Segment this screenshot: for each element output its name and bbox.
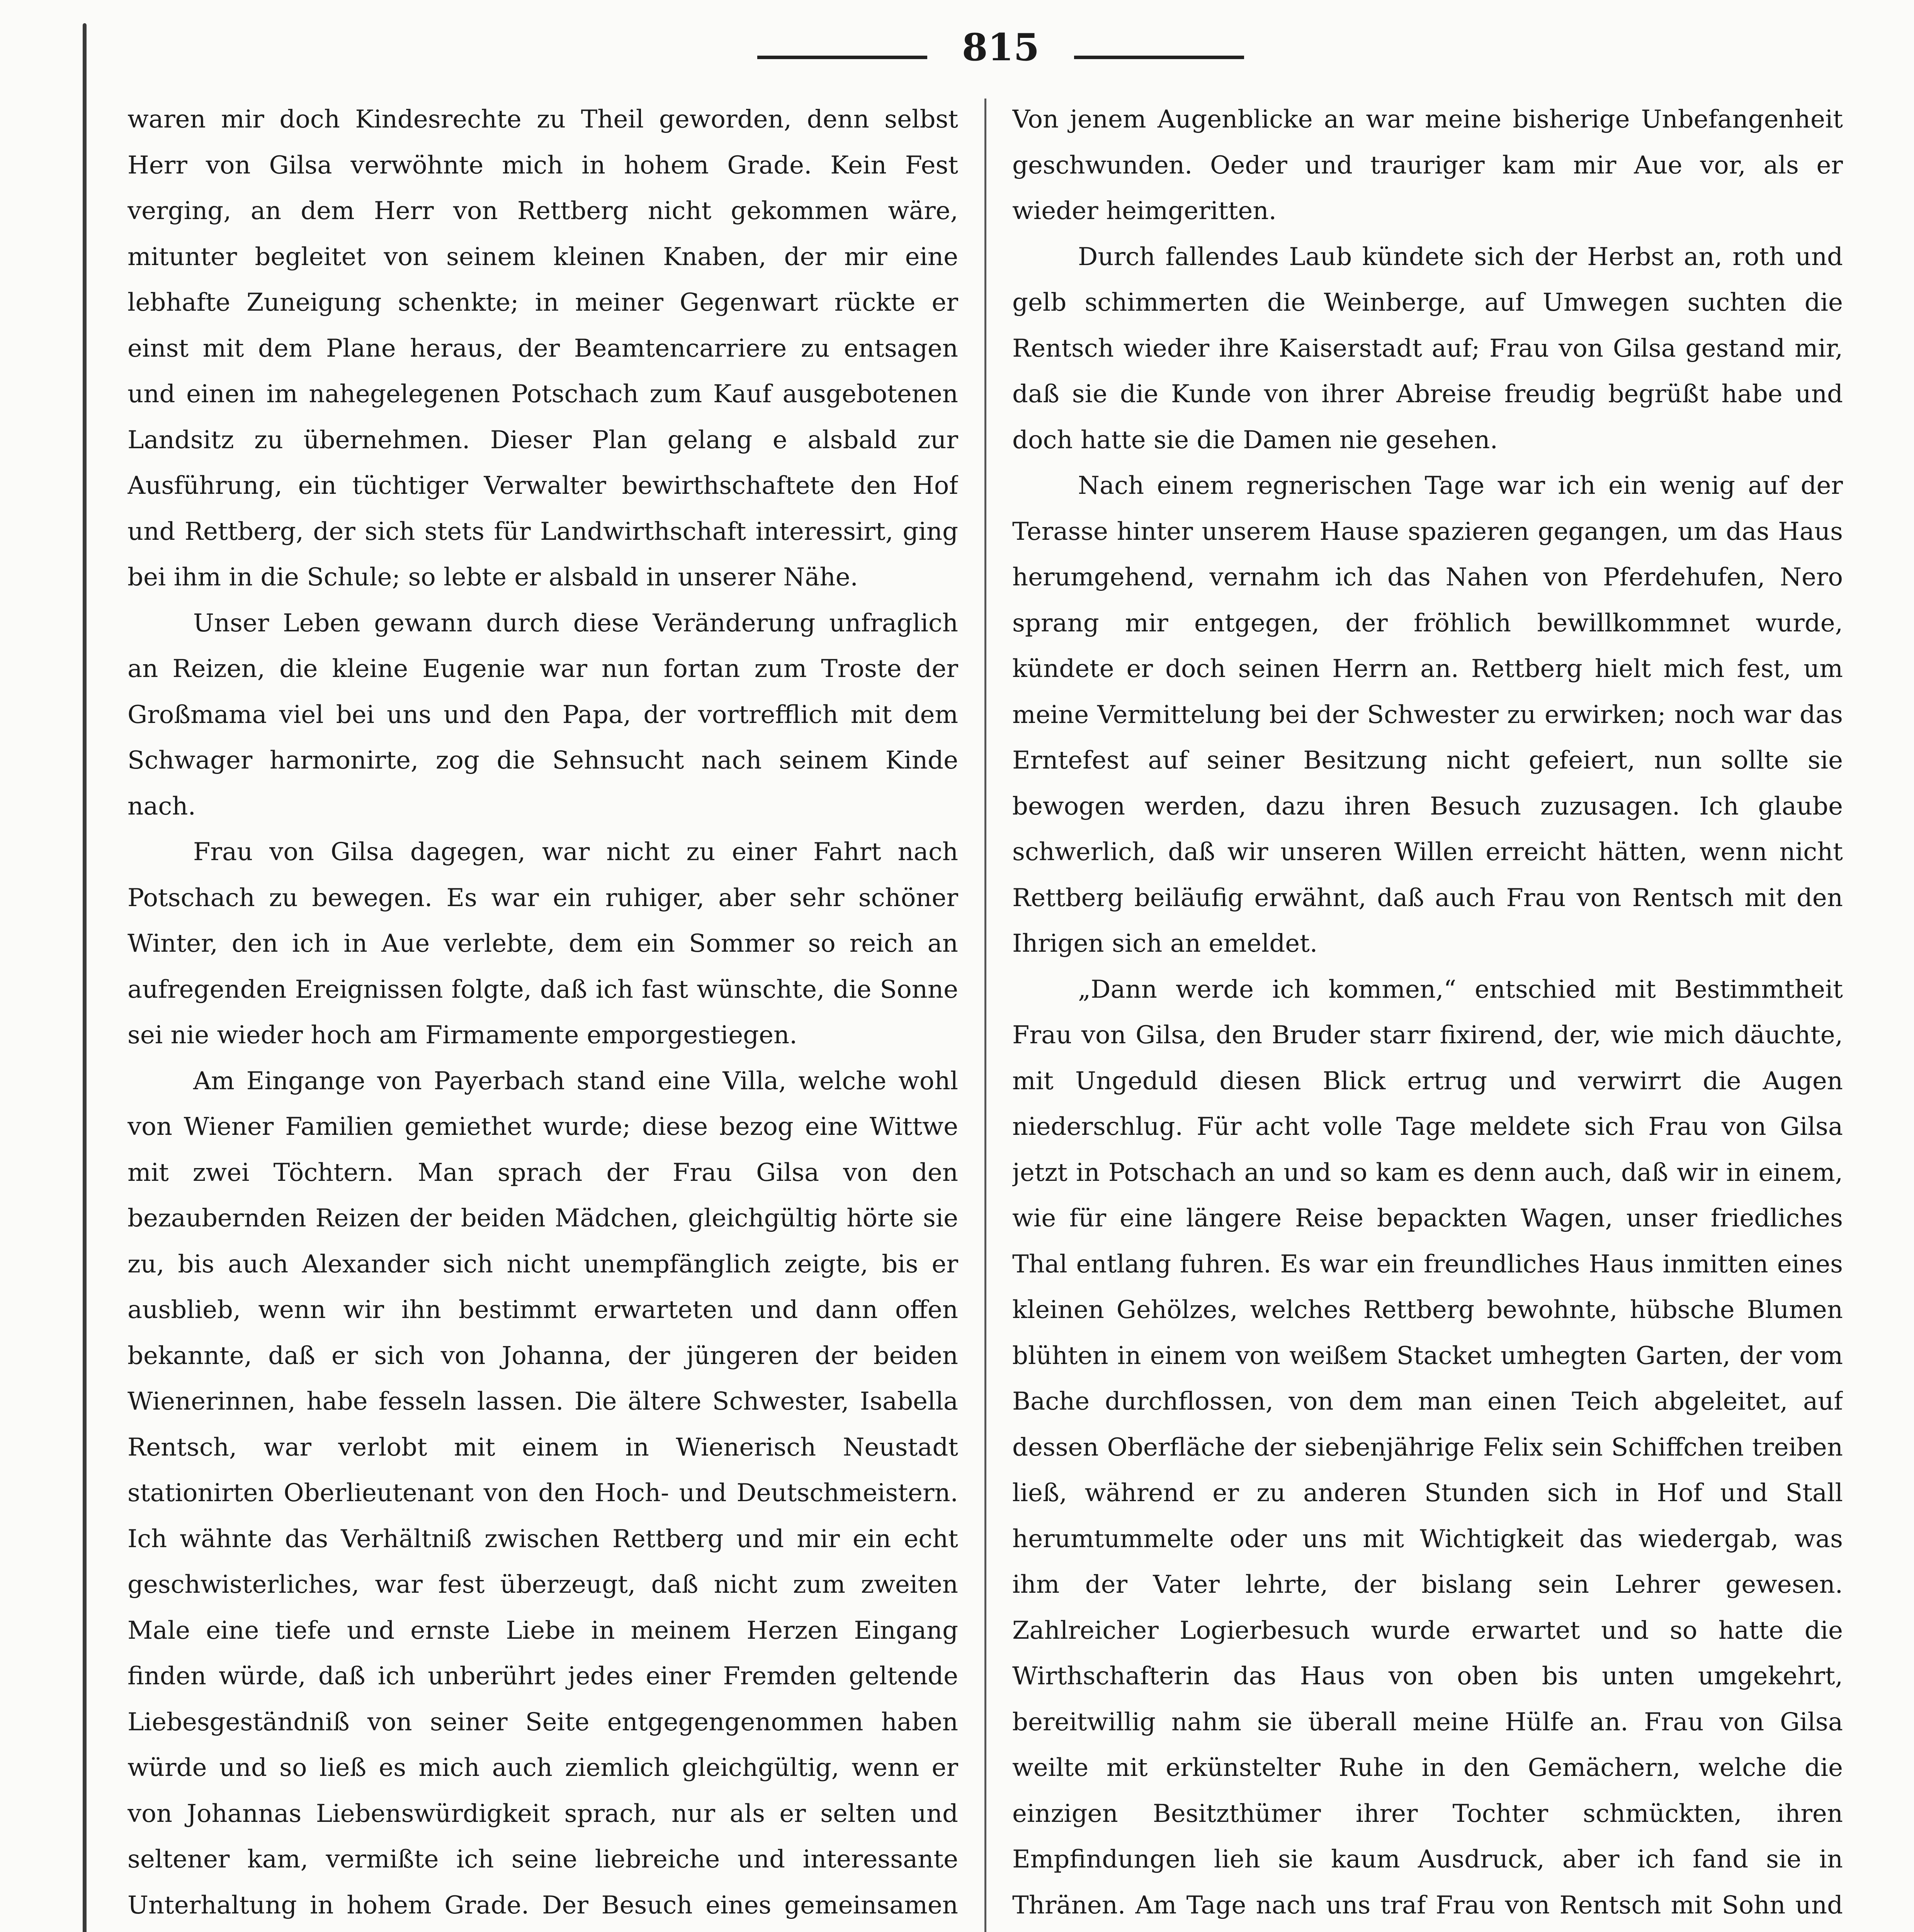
left-margin-rule <box>83 23 87 1932</box>
paragraph: Am Eingange von Payerbach stand eine Villa, welche wohl von Wiener Familien gemiethet wurde; diese bezog eine Wittwe mit zwei Töchtern. Man sprach der Frau Gilsa von den bezaubernden Reizen der beiden Mädchen, gleichgültig hörte sie zu, bis auch Alexander sich nicht unempfänglich zeigte, bis er ausblieb, wenn wir ihn bestimmt erwarteten und dann offen bekannte, daß er sich von Johanna, der jüngeren der beiden Wienerinnen, habe fesseln lassen. Die ältere Schwester, Isabella Rentsch, war verlobt mit einem in Wienerisch Neustadt stationirten Oberlieutenant von den Hoch- und Deutschmeistern. Ich wähnte das Verhältniß zwischen Rettberg und mir ein echt geschwisterliches, war fest überzeugt, daß nicht zum zweiten Male eine tiefe und ernste Liebe in meinem Herzen Eingang finden würde, daß ich unberührt jedes einer Fremden geltende Liebesgeständniß von seiner Seite entgegengenommen haben würde und so ließ es mich auch ziemlich gleichgültig, wenn er von Johannas Liebenswürdigkeit sprach, nur als er selten und seltener kam, vermißte ich seine liebreiche und interessante Unterhaltung in hohem Grade. Der Besuch eines gemeinsamen <box>127 1066 958 1920</box>
column-divider <box>984 99 986 1932</box>
page-number: 815 <box>962 26 1040 69</box>
paragraph: waren mir doch Kindesrechte zu Theil geworden, denn selbst Herr von Gilsa verwöhnte mich in hohem Grade. Kein Fest verging, an dem Herr von Rettberg nicht gekommen wäre, mitunter begleitet von seinem kleinen Knaben, der mir eine lebhafte Zuneigung schenkte; in meiner Gegenwart rückte er einst mit dem Plane heraus, der Beamtencarriere zu entsagen und einen im nahegelegenen Potschach zum Kauf ausgebotenen Landsitz zu übernehmen. Dieser Plan gelang e alsbald zur Ausführung, ein tüchtiger Verwalter bewirthschaftete den Hof und Rettberg, der sich stets für Landwirthschaft interessirt, ging bei ihm in die Schule; so lebte er alsbald in unserer Nähe. <box>127 105 958 592</box>
paragraph: Von jenem Augenblicke an war meine bisherige Unbefangenheit geschwunden. Oeder und trauriger kam mir Aue vor, als er wieder heimgeritten. <box>1012 105 1843 225</box>
right-column <box>1012 97 1843 1932</box>
paragraph: Nach einem regnerischen Tage war ich ein wenig auf der Terasse hinter unserem Hause spazieren gegangen, um das Haus herumgehend, vernahm ich das Nahen von Pferdehufen, Nero sprang mir entgegen, der fröhlich bewillkommnet wurde, kündete er doch seinen Herrn an. Rettberg hielt mich fest, um meine Vermittelung bei der Schwester zu erwirken; noch war das Erntefest auf seiner Besitzung nicht gefeiert, nun sollte sie bewogen werden, dazu ihren Besuch zuzusagen. Ich glaube schwerlich, daß wir unseren Willen erreicht hätten, wenn nicht Rettberg beiläufig erwähnt, daß auch Frau von Rentsch mit den Ihrigen sich an emeldet. <box>1012 471 1843 958</box>
page-header <box>0 19 1914 77</box>
paragraph: Frau von Gilsa dagegen, war nicht zu einer Fahrt nach Potschach zu bewegen. Es war ein ruhiger, aber sehr schöner Winter, den ich in Aue verlebte, dem ein Sommer so reich an aufregenden Ereignissen folgte, daß ich fast wünschte, die Sonne sei nie wieder hoch am Firmamente emporgestiegen. <box>127 838 958 1049</box>
paragraph: Durch fallendes Laub kündete sich der Herbst an, roth und gelb schimmerten die Weinberge, auf Umwegen suchten die Rentsch wieder ihre Kaiserstadt auf; Frau von Gilsa gestand mir, daß sie die Kunde von ihrer Abreise freudig begrüßt habe und doch hatte sie die Damen nie gesehen. <box>1012 242 1843 454</box>
header-rule-right <box>1074 56 1244 59</box>
paragraph: Unser Leben gewann durch diese Veränderung unfraglich an Reizen, die kleine Eugenie war nun fortan zum Troste der Großmama viel bei uns und den Papa, der vortrefflich mit dem Schwager harmonirte, zog die Sehnsucht nach seinem Kinde nach. <box>127 609 958 821</box>
header-rule-left <box>757 56 927 59</box>
left-column <box>127 97 958 1932</box>
paragraph: „Dann werde ich kommen,“ entschied mit Bestimmtheit Frau von Gilsa, den Bruder starr fixirend, der, wie mich däuchte, mit Ungeduld diesen Blick ertrug und verwirrt die Augen niederschlug. Für acht volle Tage meldete sich Frau von Gilsa jetzt in Potschach an und so kam es denn auch, daß wir in einem, wie für eine längere Reise bepackten Wagen, unser friedliches Thal entlang fuhren. Es war ein freundliches Haus inmitten eines kleinen Gehölzes, welches Rettberg bewohnte, hübsche Blumen blühten in einem von weißem Stacket umhegten Garten, der vom Bache durchflossen, von dem man einen Teich abgeleitet, auf dessen Oberfläche der siebenjährige Felix sein Schiffchen treiben ließ, während er zu anderen Stunden sich in Hof und Stall herumtummelte oder uns mit Wichtigkeit das wiedergab, was ihm der Vater lehrte, der bislang sein Lehrer gewesen. Zahlreicher Logierbesuch wurde erwartet und so hatte die Wirthschafterin das Haus von oben bis unten umgekehrt, bereitwillig nahm sie überall meine Hülfe an. Frau von Gilsa weilte mit erkünstelter Ruhe in den Gemächern, welche die einzigen Besitzthümer ihrer Tochter schmückten, ihren Empfindungen lieh sie kaum Ausdruck, aber ich fand sie in Thränen. Am Tage nach uns traf Frau von Rentsch mit Sohn und <box>1012 975 1843 1920</box>
